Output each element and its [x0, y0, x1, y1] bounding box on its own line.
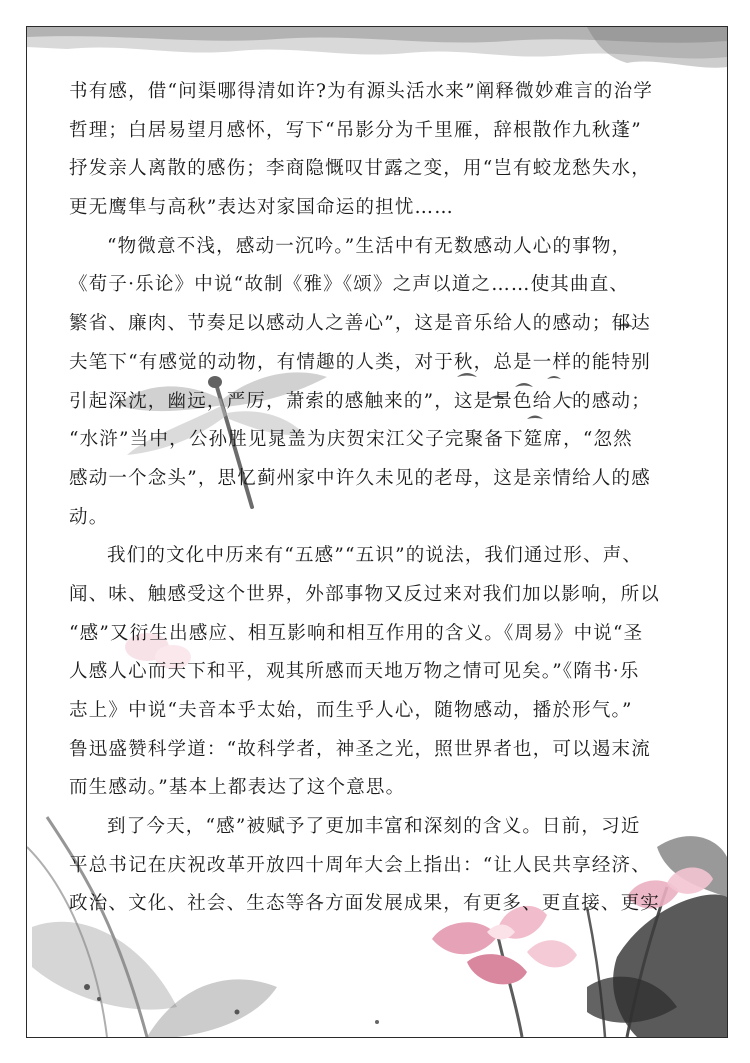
- text-line: 鲁迅盛赞科学道：“故科学者，神圣之光，照世界者也，可以遏末流: [69, 738, 651, 760]
- text-line: 更无鹰隼与高秋”表达对家国命运的担忧……: [69, 197, 454, 219]
- ink-wash-top: [27, 27, 727, 68]
- text-line: 人感人心而天下和平，观其所感而天地万物之情可见矣。”《隋书·乐: [69, 661, 640, 683]
- text-line: 抒发亲人离散的感伤；李商隐慨叹甘露之变，用“岂有蛟龙愁失水，: [69, 158, 651, 180]
- text-line: 到了今天，“感”被赋予了更加丰富和深刻的含义。日前，习近: [107, 816, 641, 838]
- text-line: 我们的文化中历来有“五感”“五识”的说法，我们通过形、声、: [107, 545, 643, 567]
- text-line: 《荀子·乐论》中说“故制《雅》《颂》之声以道之……使其曲直、: [69, 274, 630, 296]
- text-line: “物微意不浅，感动一沉吟。”生活中有无数感动人心的事物，: [107, 235, 632, 257]
- text-line: 政治、文化、社会、生态等各方面发展成果，有更多、更直接、更实: [69, 893, 661, 915]
- text-line: 繁省、廉肉、节奏足以感动人之善心”，这是音乐给人的感动；郁达: [69, 313, 651, 335]
- text-line: “感”又衍生出感应、相互影响和相互作用的含义。《周易》中说“圣: [69, 622, 644, 644]
- text-line: 平总书记在庆祝改革开放四十周年大会上指出：“让人民共享经济、: [69, 854, 651, 876]
- text-line: 而生感动。”基本上都表达了这个意思。: [69, 777, 406, 799]
- document-page: [26, 26, 728, 1038]
- text-line: 书有感，借“问渠哪得清如许?为有源头活水来”阐释微妙难言的治学: [69, 81, 654, 102]
- text-line: 感动一个念头”，思忆蓟州家中许久未见的老母，这是亲情给人的感: [69, 467, 651, 489]
- text-line: 夫笔下“有感觉的动物，有情趣的人类，对于秋，总是一样的能特别: [69, 351, 651, 373]
- article-body: [69, 73, 689, 924]
- text-line: 哲理；白居易望月感怀，写下“吊影分为千里雁，辞根散作九秋蓬”: [69, 119, 642, 141]
- text-line: 引起深沈，幽远，严厉，萧索的感触来的”，这是景色给人的感动；: [69, 390, 651, 412]
- text-line: 志上》中说“夫音本乎太始，而生乎人心，随物感动，播於形气。”: [69, 700, 633, 721]
- text-line: 闻、味、触感受这个世界，外部事物又反过来对我们加以影响，所以: [69, 583, 661, 605]
- text-line: “水浒”当中，公孙胜见晁盖为庆贺宋江父子完聚备下筵席，“忽然: [69, 429, 633, 451]
- text-line: 动。: [69, 506, 109, 528]
